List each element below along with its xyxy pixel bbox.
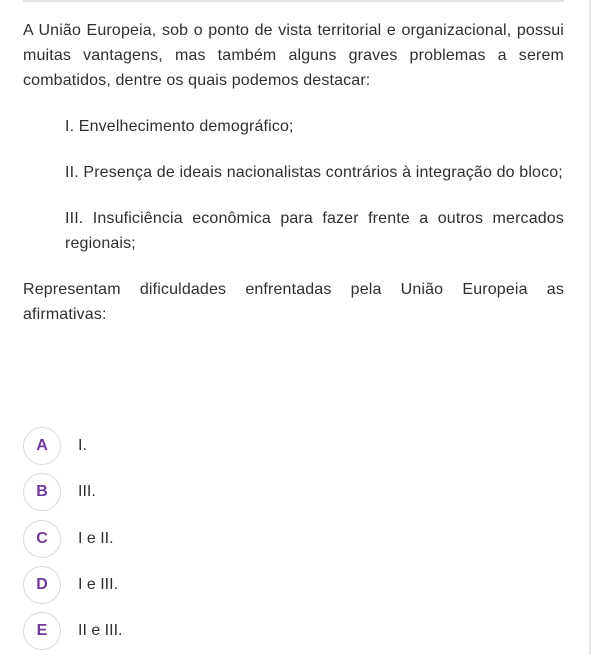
answer-options bbox=[23, 427, 564, 658]
option-letter-d[interactable]: D bbox=[23, 566, 61, 604]
option-b[interactable] bbox=[23, 473, 564, 511]
option-letter-c[interactable]: C bbox=[23, 520, 61, 558]
statement-3: III. Insuficiência econômica para fazer frente a outros mercados regionais; bbox=[65, 210, 564, 252]
top-divider bbox=[23, 0, 564, 2]
option-a[interactable] bbox=[23, 427, 564, 465]
option-e[interactable] bbox=[23, 612, 564, 650]
option-letter-a[interactable]: A bbox=[23, 427, 61, 465]
option-text-d[interactable]: I e III. bbox=[78, 575, 119, 593]
question-body bbox=[23, 18, 564, 327]
statement-1: I. Envelhecimento demográfico; bbox=[65, 118, 294, 135]
option-letter-e[interactable]: E bbox=[23, 612, 61, 650]
option-letter-b[interactable]: B bbox=[23, 473, 61, 511]
option-text-e[interactable]: II e III. bbox=[78, 622, 123, 640]
option-c[interactable] bbox=[23, 520, 564, 558]
statement-2: II. Presença de ideais nacionalistas contrários à integração do bloco; bbox=[65, 164, 563, 181]
question-prompt: Representam dificuldades enfrentadas pela União Europeia as afirmativas: bbox=[23, 281, 564, 323]
question-intro: A União Europeia, sob o ponto de vista territorial e organizacional, possui muitas vantagens, mas também alguns graves problemas a serem combatidos, dentre os quais podemos destacar: bbox=[23, 22, 564, 89]
option-text-b[interactable]: III. bbox=[78, 483, 96, 501]
option-d[interactable] bbox=[23, 566, 564, 604]
option-text-c[interactable]: I e II. bbox=[78, 529, 114, 547]
option-text-a[interactable]: I. bbox=[78, 437, 87, 454]
